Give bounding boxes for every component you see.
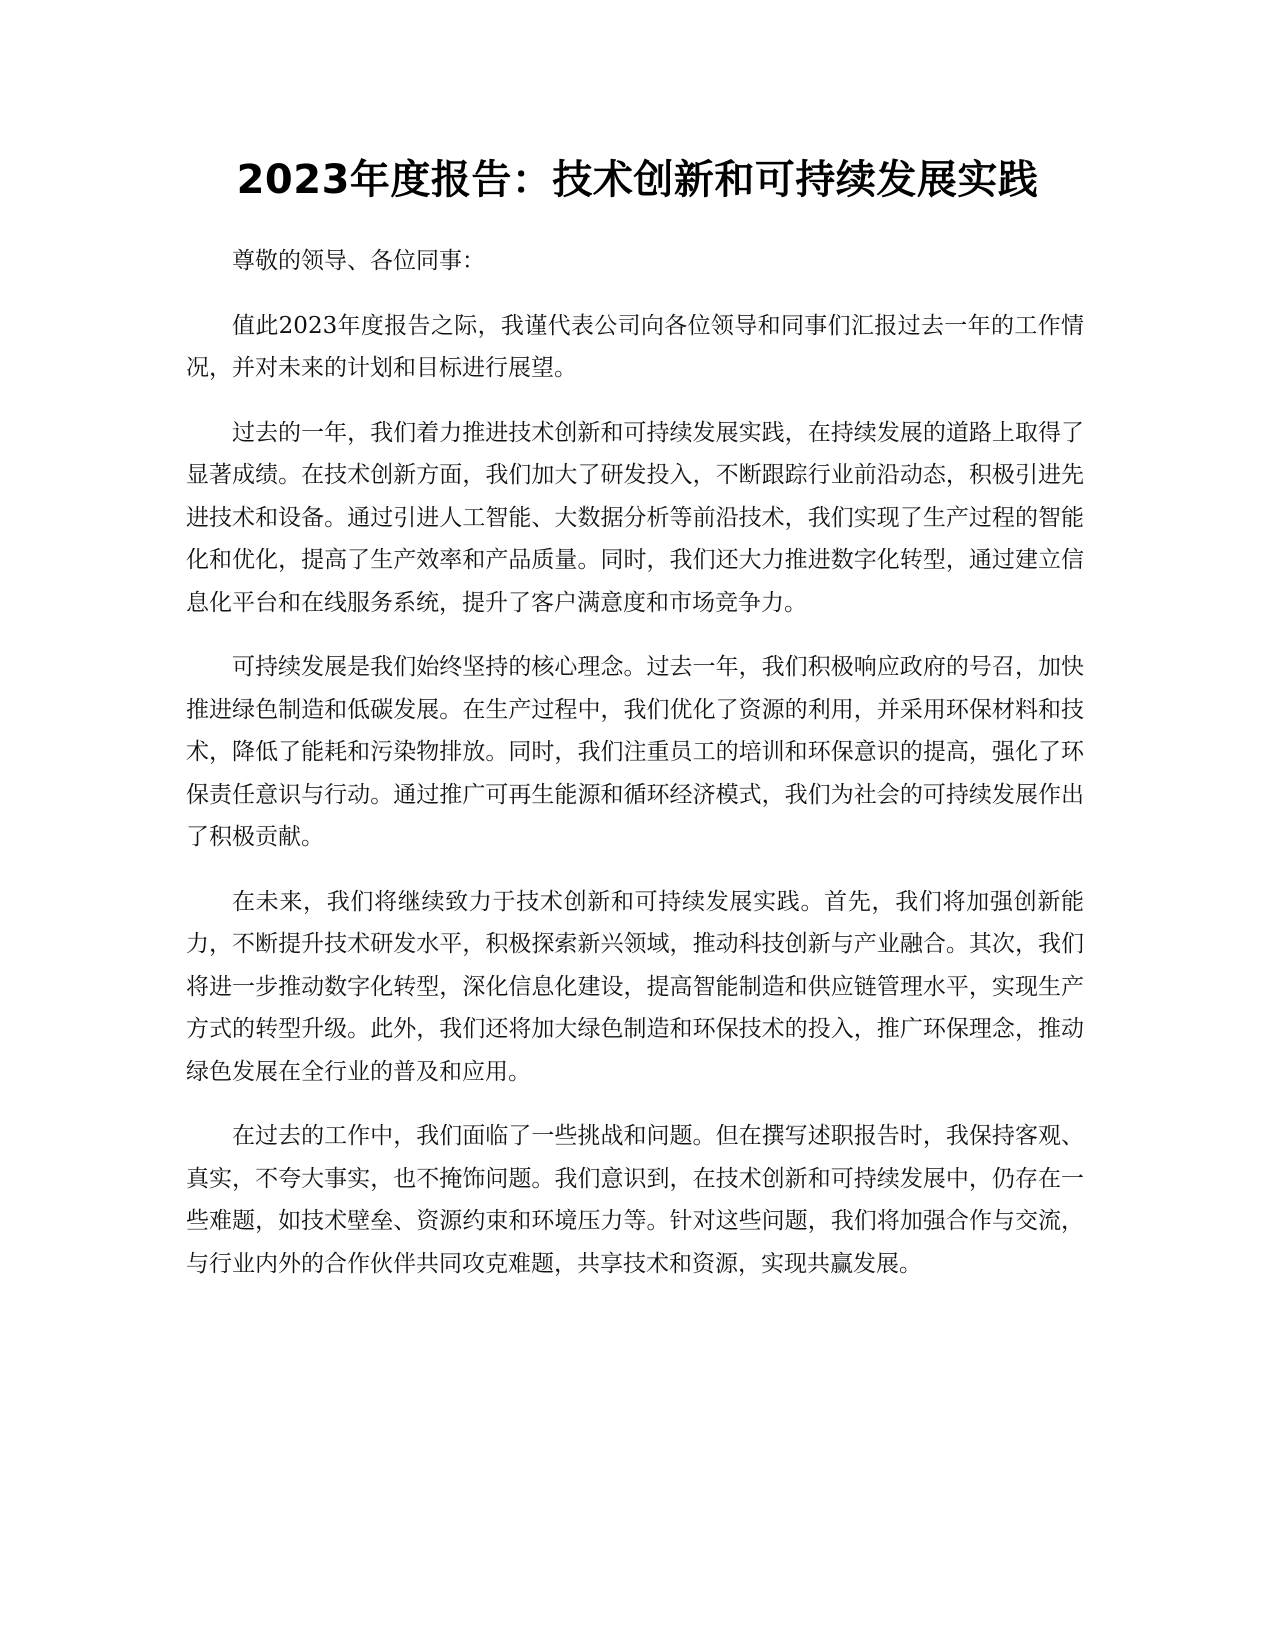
- salutation: 尊敬的领导、各位同事：: [232, 248, 485, 274]
- paragraph-technology-innovation: 过去的一年，我们着力推进技术创新和可持续发展实践，在持续发展的道路上取得了显著成绩。在技术创新方面，我们加大了研发投入，不断跟踪行业前沿动态，积极引进先进技术和设备。通过引进人工智能、大数据分析等前沿技术，我们实现了生产过程的智能化和优化，提高了生产效率和产品质量。同时，我们还大力推进数字化转型，通过建立信息化平台和在线服务系统，提升了客户满意度和市场竞争力。: [186, 419, 1084, 616]
- document-body: [186, 240, 1084, 1307]
- document-title: 2023年度报告：技术创新和可持续发展实践: [236, 157, 1039, 203]
- paragraph-challenges: 在过去的工作中，我们面临了一些挑战和问题。但在撰写述职报告时，我保持客观、真实，不夸大事实，也不掩饰问题。我们意识到，在技术创新和可持续发展中，仍存在一些难题，如技术壁垒、资源约束和环境压力等。针对这些问题，我们将加强合作与交流，与行业内外的合作伙伴共同攻克难题，共享技术和资源，实现共赢发展。: [186, 1123, 1084, 1277]
- paragraph-sustainability: 可持续发展是我们始终坚持的核心理念。过去一年，我们积极响应政府的号召，加快推进绿色制造和低碳发展。在生产过程中，我们优化了资源的利用，并采用环保材料和技术，降低了能耗和污染物排放。同时，我们注重员工的培训和环保意识的提高，强化了环保责任意识与行动。通过推广可再生能源和循环经济模式，我们为社会的可持续发展作出了积极贡献。: [186, 654, 1084, 850]
- paragraph-intro: 值此2023年度报告之际，我谨代表公司向各位领导和同事们汇报过去一年的工作情况，并对未来的计划和目标进行展望。: [186, 312, 1084, 381]
- paragraph-future-plans: 在未来，我们将继续致力于技术创新和可持续发展实践。首先，我们将加强创新能力，不断提升技术研发水平，积极探索新兴领域，推动科技创新与产业融合。其次，我们将进一步推动数字化转型，深化信息化建设，提高智能制造和供应链管理水平，实现生产方式的转型升级。此外，我们还将加大绿色制造和环保技术的投入，推广环保理念，推动绿色发展在全行业的普及和应用。: [186, 888, 1084, 1085]
